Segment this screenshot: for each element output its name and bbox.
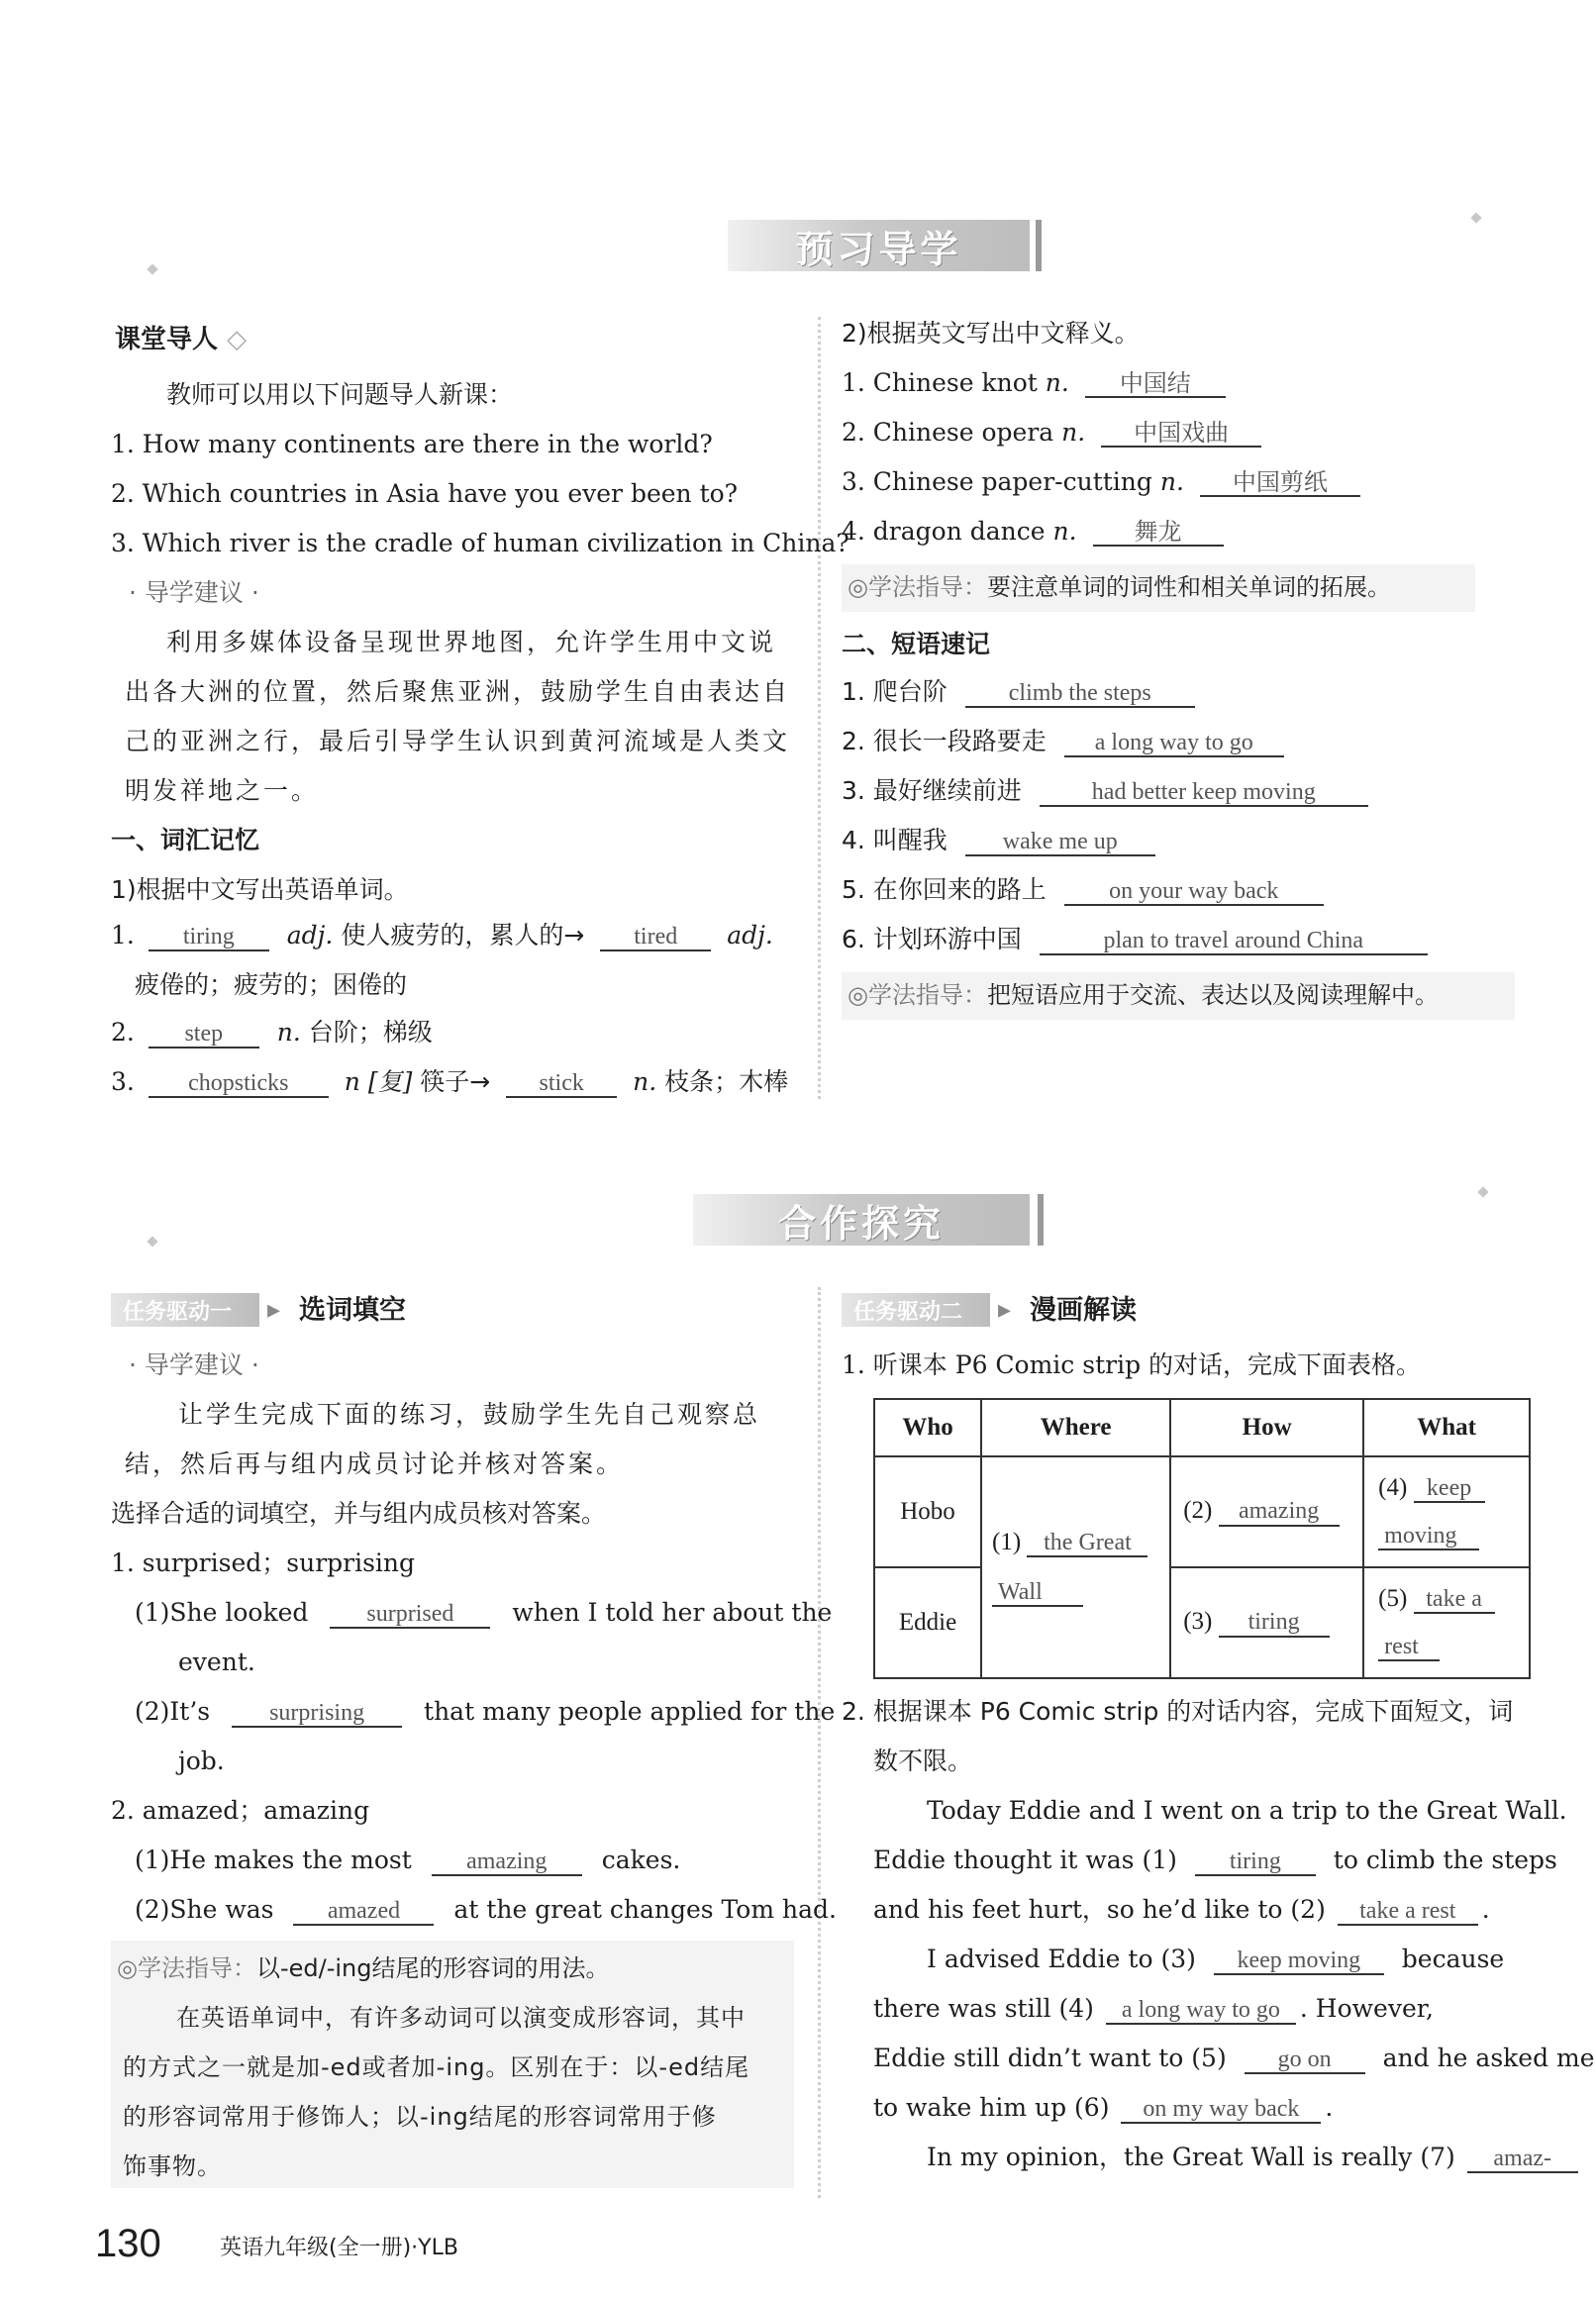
passage-line: In my opinion，the Great Wall is really (7) amaz- [927,2145,1578,2173]
passage-line: Today Eddie and I went on a trip to the Great Wall. [927,1796,1567,1825]
section-banner-explore-text: 合作探究 [777,1201,945,1246]
phrase-item: 3. 最好继续前进 had better keep moving [842,778,1368,807]
answer-blank[interactable]: take a [1414,1587,1495,1614]
task1-q1b: (2)It’s surprising that many people applied for the [135,1699,835,1728]
passage-line: I advised Eddie to (3) keep moving because [927,1947,1504,1975]
passage-line: Eddie thought it was (1) tiring to climb the steps [873,1848,1557,1876]
passage-line: Eddie still didn’t want to (5) go on and he asked me [873,2046,1595,2074]
table-cell-where: (1) the Great Wall [981,1456,1170,1678]
table-cell-how: (3) tiring [1170,1567,1363,1678]
section-banner-preview-text: 预习导学 [795,227,962,271]
banner-bar [1038,1194,1044,1246]
vocab2-item: 1. Chinese knot n. 中国结 [842,370,1226,398]
answer-blank[interactable]: 中国剪纸 [1200,470,1360,497]
answer-blank[interactable]: stick [506,1071,617,1098]
answer-blank[interactable]: tiring [149,925,269,951]
column-divider [818,317,821,1099]
answer-blank[interactable]: 中国戏曲 [1101,421,1261,448]
phrase-item: 5. 在你回来的路上 on your way back [842,877,1324,906]
phrase-item: 6. 计划环游中国 plan to travel around China [842,927,1428,955]
section-banner-preview [728,220,1030,271]
table-header-row [874,1399,1530,1456]
answer-blank[interactable]: rest [1378,1635,1440,1661]
table-header: What [1363,1399,1530,1456]
task1-group2: 2. amazed；amazing [111,1796,370,1825]
answer-blank[interactable]: wake me up [965,830,1155,856]
banner-bar [1036,220,1042,271]
task1-q1a-cont: event. [178,1648,255,1676]
phrase-item: 4. 叫醒我 wake me up [842,828,1155,856]
vocab2-item: 4. dragon dance n. 舞龙 [842,519,1224,547]
task1-group1: 1. surprised；surprising [111,1549,416,1577]
vocab2-item: 3. Chinese paper-cutting n. 中国剪纸 [842,469,1360,497]
answer-blank[interactable]: amaz- [1467,2147,1578,2173]
column-divider [818,1287,821,2198]
tip-line: 的方式之一就是加-ed或者加-ing。区别在于：以-ed结尾 [123,2053,750,2081]
task-arrow-icon: ▸ [267,1295,281,1325]
guide-line: 出各大洲的位置，然后聚焦亚洲，鼓励学生自由表达自 [125,677,791,706]
answer-blank[interactable]: amazing [432,1849,582,1876]
tip-line: 的形容词常用于修饰人；以-ing结尾的形容词常用于修 [123,2103,717,2131]
guide-label: · 导学建议 · [129,578,259,607]
page-number: 130 [95,2222,161,2265]
table-row [874,1567,1530,1678]
vocab-title: 一、词汇记忆 [111,826,260,854]
answer-blank[interactable]: a long way to go [1064,731,1284,757]
study-tip-adjectives: ◎学法指导：以-ed/-ing结尾的形容词的用法。 在英语单词中，有许多动词可以演变成形容词，其中 的方式之一就是加-ed或者加-ing。区别在于：以-ed结尾 的形容词常用于修饰人；以-ing结尾的形容词常用于修 饰事物。 [111,1941,794,2188]
guide-line: 己的亚洲之行，最后引导学生认识到黄河流域是人类文 [125,727,791,755]
answer-blank[interactable]: amazed [293,1899,434,1926]
tip-line: 在英语单词中，有许多动词可以演变成形容词，其中 [176,2004,746,2032]
vocab2-item: 2. Chinese opera n. 中国戏曲 [842,420,1261,448]
task-tag-1: 任务驱动一 [111,1293,259,1327]
phrase-item: 2. 很长一段路要走 a long way to go [842,729,1284,757]
task1-title: 选词填空 [299,1295,406,1326]
study-tip-vocab: ◎学法指导：要注意单词的词性和相关单词的拓展。 [842,564,1475,612]
table-row [874,1456,1530,1567]
vocab-item-2: 2. step n. 台阶；梯级 [111,1020,433,1049]
vocab-item-3: 3. chopsticks n [复] 筷子→ stick n. 枝条；木棒 [111,1069,788,1098]
guide-label: · 导学建议 · [129,1350,259,1379]
answer-blank[interactable]: take a rest [1338,1899,1478,1926]
intro-title: 课堂导人 ◇ [115,325,248,354]
passage-line: to wake him up (6) on my way back . [873,2095,1333,2124]
task2-title: 漫画解读 [1030,1295,1137,1326]
decoration-diamond [147,263,157,274]
passage-line: there was still (4) a long way to go . However, [873,1996,1434,2025]
passage-line: and his feet hurt，so he’d like to (2) take a rest . [873,1897,1490,1926]
answer-blank[interactable]: surprised [330,1602,490,1629]
table-cell-who: Hobo [874,1456,981,1567]
task-tag-2: 任务驱动二 [842,1293,990,1327]
table-header: Where [981,1399,1170,1456]
answer-blank[interactable]: a long way to go [1106,1998,1296,2025]
study-tip-phrases: ◎学法指导：把短语应用于交流、表达以及阅读理解中。 [842,972,1515,1020]
answer-blank[interactable]: on my way back [1121,2097,1321,2124]
guide-line: 结，然后再与组内成员讨论并核对答案。 [125,1449,625,1478]
intro-question: 2. Which countries in Asia have you ever been to? [111,479,739,508]
guide-line: 明发祥地之一。 [125,776,320,805]
answer-blank[interactable]: go on [1245,2048,1365,2074]
task1-q2b: (2)She was amazed at the great changes Tom had. [135,1897,837,1926]
answer-blank[interactable]: tired [600,925,711,951]
table-header: How [1170,1399,1363,1456]
table-header: Who [874,1399,981,1456]
comic-table [873,1398,1531,1679]
answer-blank[interactable]: 舞龙 [1093,520,1224,547]
task2-q1: 1. 听课本 P6 Comic strip 的对话，完成下面表格。 [842,1350,1422,1379]
guide-line: 利用多媒体设备呈现世界地图，允许学生用中文说 [166,628,777,656]
task1-q1a: (1)She looked surprised when I told her about the [135,1600,832,1629]
answer-blank[interactable]: tiring [1195,1849,1316,1876]
task1-instruction: 选择合适的词填空，并与组内成员核对答案。 [111,1499,607,1528]
answer-blank[interactable]: plan to travel around China [1040,929,1428,955]
answer-blank[interactable]: 中国结 [1085,371,1226,398]
answer-blank[interactable]: tiring [1219,1610,1330,1637]
vocab-item-1: 1. tiring adj. 使人疲劳的，累人的→ tired adj. [111,923,773,951]
section-banner-explore [693,1194,1030,1246]
intro-question: 1. How many continents are there in the world? [111,430,713,458]
answer-blank[interactable]: climb the steps [965,681,1195,708]
tip-line: 饰事物。 [123,2152,222,2180]
phrase-item: 1. 爬台阶 climb the steps [842,679,1195,708]
vocab-sub2: 2)根据英文写出中文释义。 [842,319,1140,348]
phrases-title: 二、短语速记 [842,630,991,658]
answer-blank[interactable]: amazing [1219,1499,1340,1526]
answer-blank[interactable]: step [149,1022,259,1049]
task1-q2a: (1)He makes the most amazing cakes. [135,1848,680,1876]
guide-line: 让学生完成下面的练习，鼓励学生先自己观察总 [178,1400,761,1429]
decoration-diamond [147,1236,157,1247]
task2-q2-line2: 数不限。 [873,1747,973,1775]
answer-blank[interactable]: the Great [1027,1531,1147,1557]
decoration-diamond [1477,1186,1488,1197]
intro-question: 3. Which river is the cradle of human civilization in China? [111,529,849,557]
task-arrow-icon: ▸ [998,1295,1012,1325]
answer-blank[interactable]: surprising [232,1701,402,1728]
table-cell-who: Eddie [874,1567,981,1678]
task2-q2-line1: 2. 根据课本 P6 Comic strip 的对话内容，完成下面短文，词 [842,1697,1514,1726]
answer-blank[interactable]: moving [1378,1524,1479,1550]
diamond-icon: ◇ [218,325,248,354]
table-cell-how: (2) amazing [1170,1456,1363,1567]
table-cell-what: (4) keep moving [1363,1456,1530,1567]
intro-lead: 教师可以用以下问题导人新课： [166,380,514,409]
decoration-diamond [1470,212,1481,223]
answer-blank[interactable]: keep moving [1214,1948,1384,1975]
vocab-item-1-cont: 疲倦的；疲劳的；困倦的 [135,970,408,999]
answer-blank[interactable]: had better keep moving [1040,780,1368,807]
book-title: 英语九年级(全一册)·YLB [220,2236,458,2260]
vocab-sub1: 1)根据中文写出英语单词。 [111,875,409,904]
answer-blank[interactable]: chopsticks [149,1071,329,1098]
answer-blank[interactable]: Wall [992,1580,1083,1607]
table-cell-what: (5) take a rest [1363,1567,1530,1678]
answer-blank[interactable]: keep [1414,1476,1485,1503]
task1-q1b-cont: job. [178,1747,225,1775]
answer-blank[interactable]: on your way back [1064,879,1324,906]
